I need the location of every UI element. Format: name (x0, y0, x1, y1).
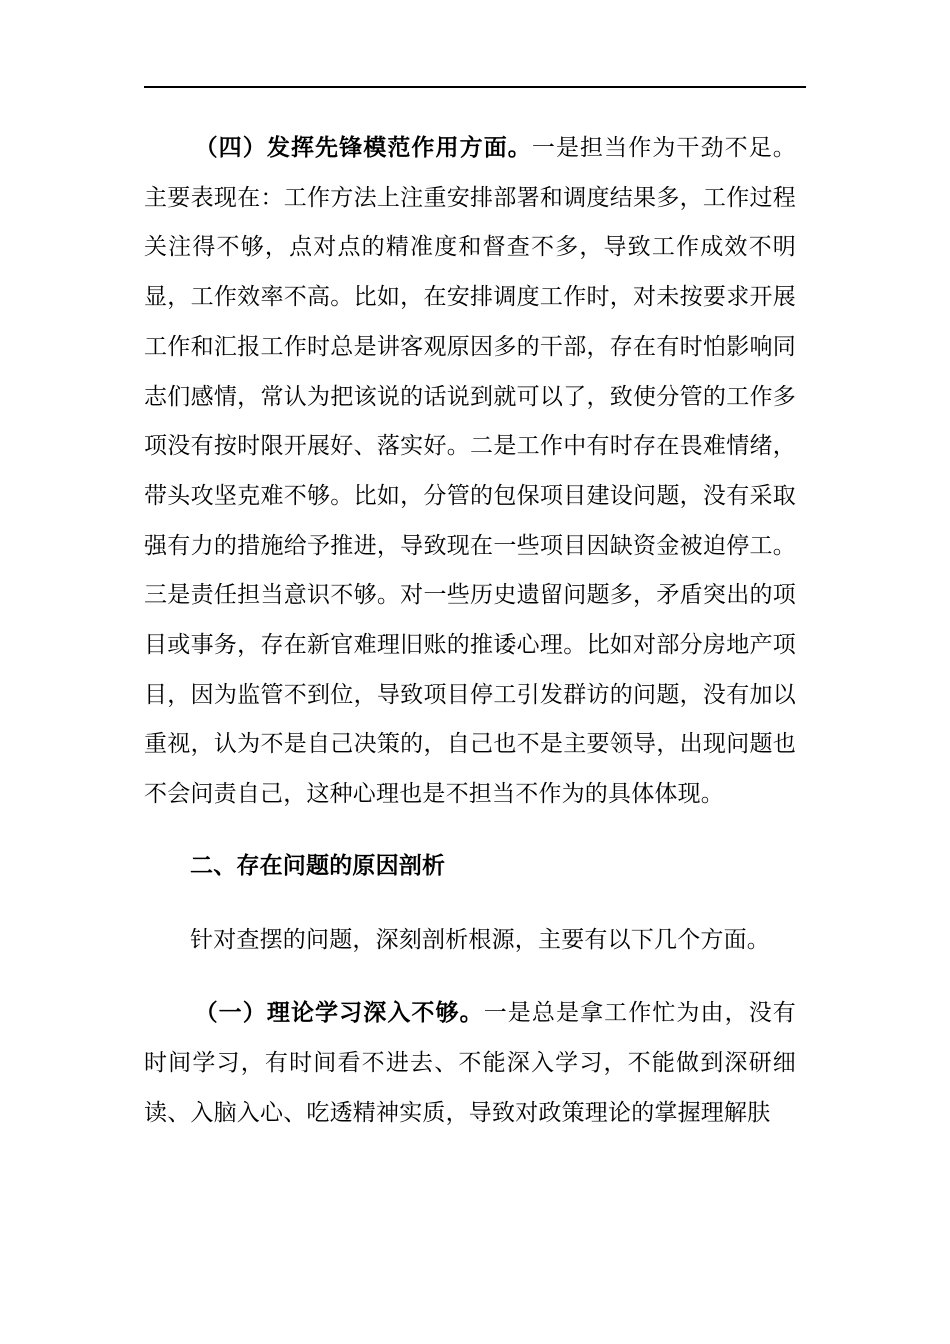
paragraph-intro: 针对查摆的问题，深刻剖析根源，主要有以下几个方面。 (190, 926, 770, 953)
section-1-lead: （一）理论学习深入不够。 (194, 1000, 484, 1027)
heading-cause-analysis: 二、存在问题的原因剖析 (190, 852, 446, 879)
paragraph-section-1 (144, 989, 796, 1138)
document-body (144, 124, 796, 1138)
section-4-lead: （四）发挥先锋模范作用方面。 (194, 135, 532, 161)
header-rule (144, 86, 806, 88)
section-1-text: 一是总是拿工作忙为由，没有时间学习，有时间看不进去、不能深入学习，不能做到深研细读、入脑入心、吃透精神实质，导致对政策理论的掌握理解肤 (144, 1000, 796, 1126)
section-4-text: 一是担当作为干劲不足。主要表现在：工作方法上注重安排部署和调度结果多，工作过程关注得不够，点对点的精准度和督查不多，导致工作成效不明显，工作效率不高。比如，在安排调度工作时，对未按要求开展工作和汇报工作时总是讲客观原因多的干部，存在有时怕影响同志们感情，常认为把该说的话说到就可以了，致使分管的工作多项没有按时限开展好、落实好。二是工作中有时存在畏难情绪，带头攻坚克难不够。比如，分管的包保项目建设问题，没有采取强有力的措施给予推进，导致现在一些项目因缺资金被迫停工。三是责任担当意识不够。对一些历史遗留问题多，矛盾突出的项目或事务，存在新官难理旧账的推诿心理。比如对部分房地产项目，因为监管不到位，导致项目停工引发群访的问题，没有加以重视，认为不是自己决策的，自己也不是主要领导，出现问题也不会问责自己，这种心理也是不担当不作为的具体体现。 (144, 135, 796, 808)
paragraph-section-4 (144, 124, 796, 820)
